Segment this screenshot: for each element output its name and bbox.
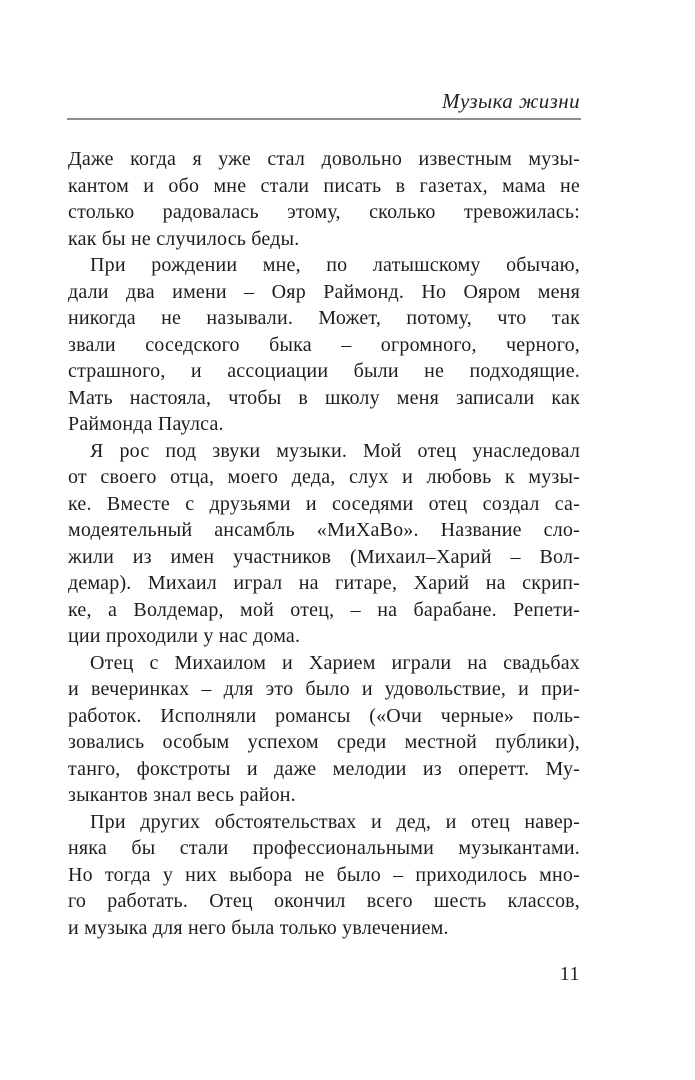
text-line: Раймонда Паулса. xyxy=(68,413,224,435)
text-line: от своего отца, моего деда, слух и любовь к музы- xyxy=(68,466,580,488)
text-line: При других обстоятельствах и дед, и отец навер- xyxy=(90,810,580,833)
text-line: танго, фокстроты и даже мелодии из оперетт. Му- xyxy=(68,757,580,780)
text-line: кантом и обо мне стали писать в газетах, мама не xyxy=(68,174,580,197)
header-rule xyxy=(67,118,581,120)
paragraph xyxy=(68,650,580,809)
text-line: Отец с Михаилом и Харием играли на свадьбах xyxy=(90,651,580,674)
text-line: никогда не называли. Может, потому, что так xyxy=(68,307,580,329)
text-line: го работать. Отец окончил всего шесть классов, xyxy=(68,890,580,912)
text-line: и вечеринках – для это было и удовольствие, и при- xyxy=(68,678,580,700)
text-line: Но тогда у них выбора не было – приходилось мно- xyxy=(68,863,580,886)
text-line: модеятельный ансамбль «МиХаВо». Название сло- xyxy=(68,519,580,541)
text-line: как бы не случилось беды. xyxy=(68,227,300,250)
paragraph xyxy=(68,252,580,438)
page-number: 11 xyxy=(559,963,580,985)
text-line: зовались особым успехом среди местной публики), xyxy=(68,731,580,753)
text-line: ке, а Волдемар, мой отец, – на барабане. Репети- xyxy=(68,598,580,621)
text-line: зыкантов знал весь район. xyxy=(68,784,296,806)
paragraph xyxy=(68,146,580,252)
text-line: дали два имени – Ояр Раймонд. Но Ояром меня xyxy=(68,280,580,303)
running-header xyxy=(68,89,580,113)
text-line: демар). Михаил играл на гитаре, Харий на скрип- xyxy=(68,572,580,594)
body-text xyxy=(68,146,580,941)
text-line: страшного, и ассоциации были не подходящие. xyxy=(68,360,580,382)
running-header-title: Музыка жизни xyxy=(442,89,580,113)
text-line: работок. Исполняли романсы («Очи черные» поль- xyxy=(68,704,580,727)
text-line: Мать настояла, чтобы в школу меня записали как xyxy=(68,386,580,409)
text-line: и музыка для него была только увлечением. xyxy=(68,916,449,939)
text-line: Даже когда я уже стал довольно известным музы- xyxy=(68,148,580,170)
text-line: столько радовалась этому, сколько тревожилась: xyxy=(68,201,580,223)
paragraph xyxy=(68,438,580,650)
text-line: ции проходили у нас дома. xyxy=(68,625,301,647)
paragraph xyxy=(68,809,580,942)
text-line: звали соседского быка – огромного, черного, xyxy=(68,333,580,356)
text-line: При рождении мне, по латышскому обычаю, xyxy=(90,254,580,276)
text-line: няка бы стали профессиональными музыкантами. xyxy=(68,837,580,859)
text-line: Я рос под звуки музыки. Мой отец унаследовал xyxy=(90,439,580,462)
text-line: ке. Вместе с друзьями и соседями отец создал са- xyxy=(68,492,580,515)
text-line: жили из имен участников (Михаил–Харий – Вол- xyxy=(68,545,580,568)
